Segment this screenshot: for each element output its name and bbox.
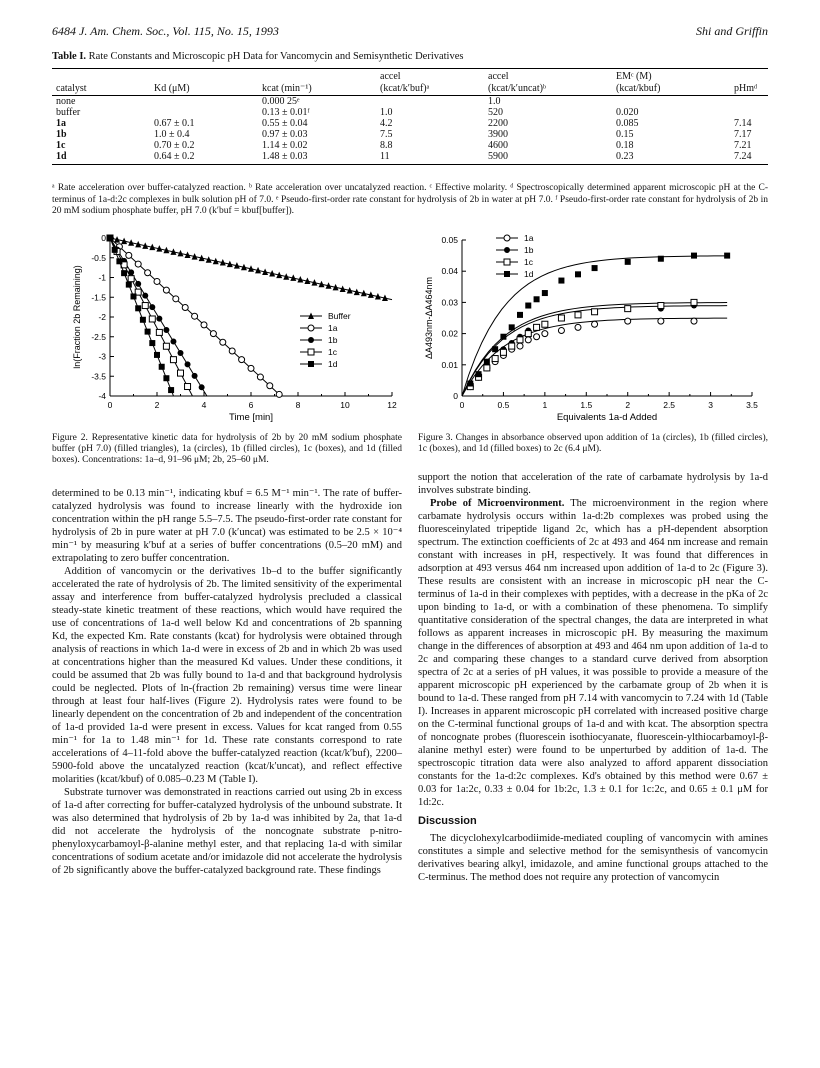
data-point	[201, 322, 207, 328]
data-point	[558, 278, 564, 284]
table-cell: 0.085	[616, 118, 639, 129]
legend-marker	[504, 271, 510, 277]
table-header-cell	[258, 69, 376, 84]
section-heading: Discussion	[418, 815, 477, 827]
data-point	[500, 334, 506, 340]
data-point	[658, 303, 664, 309]
data-point	[192, 373, 198, 379]
table-row	[52, 96, 768, 108]
data-point	[185, 384, 191, 390]
legend-marker	[308, 337, 314, 343]
table-cell: 5900	[484, 151, 612, 165]
data-point	[121, 270, 127, 276]
y-axis-label: ln(Fraction 2b Remaining)	[72, 265, 82, 369]
table-cell: 1b	[56, 129, 67, 140]
table-cell: 11	[376, 151, 484, 165]
table-row	[52, 129, 768, 140]
y-tick-label: -4	[98, 391, 106, 401]
table-cell	[730, 107, 768, 118]
table-header-cell: Kd (μM)	[150, 83, 258, 96]
table-cell: 7.17	[734, 129, 752, 140]
table-header-cell: (kcat/kbuf)	[612, 83, 730, 96]
legend-label: 1d	[328, 359, 338, 369]
table-cell: 8.8	[380, 140, 393, 151]
y-tick-label: 0.04	[441, 266, 458, 277]
x-tick-label: 0.5	[497, 400, 510, 410]
left-column	[52, 487, 402, 877]
data-point	[558, 315, 564, 321]
table-cell: 7.21	[734, 140, 752, 151]
y-axis-label: ΔA493nm-ΔA464nm	[424, 276, 434, 360]
data-point	[542, 331, 548, 337]
header-citation: 6484 J. Am. Chem. Soc., Vol. 115, No. 15, 1993	[52, 24, 279, 38]
data-point	[168, 387, 174, 393]
table-header-cell: (kcat/k′uncat)ᵇ	[484, 83, 612, 96]
table-cell: 1.0	[380, 107, 393, 118]
table-cell: 0.97 ± 0.03	[262, 129, 308, 140]
data-point	[107, 235, 113, 241]
table-label: Table I.	[52, 51, 87, 62]
table-cell: 0.64 ± 0.2	[150, 151, 258, 165]
x-tick-label: 2	[625, 400, 631, 410]
x-tick-label: 0	[459, 400, 465, 410]
data-point	[724, 253, 730, 259]
data-point	[517, 343, 523, 349]
table-cell: 0.67 ± 0.1	[154, 118, 195, 129]
data-point	[476, 371, 482, 377]
data-point	[154, 352, 160, 358]
table-header-cell: accel	[484, 69, 612, 84]
data-point	[625, 259, 631, 265]
paragraph: The dicyclohexylcarbodiimide-mediated coupling of vancomycin with amines constitutes a simple and selective method for the semisynthesis of vancomycin derivatives bearing alkyl, imidazole, and amine functional groups attached to the C-terminus. The method does not require any protection of vancomycin	[418, 833, 768, 883]
data-point	[525, 331, 531, 337]
x-tick-label: 8	[295, 400, 301, 410]
y-tick-label: 0	[101, 233, 106, 243]
data-point	[128, 276, 134, 282]
table-cell: 1c	[56, 140, 66, 151]
table-cell: 0.55 ± 0.04	[262, 118, 308, 129]
data-point	[135, 305, 141, 311]
table-cell	[150, 107, 258, 118]
data-point	[467, 381, 473, 387]
legend-marker	[308, 325, 314, 331]
table-cell	[150, 96, 258, 108]
data-point	[276, 391, 282, 397]
x-tick-label: 1.5	[580, 400, 593, 410]
paragraph: Substrate turnover was demonstrated in reactions carried out using 2b in excess of 1a-d after correcting for buffer-catalyzed hydrolysis of the unbound substrate. It was also determined that hydrolysis of 2b by 1a-d was inhibited by 2a, that 1a-d did not accelerate the hydrolysis of the noncognate substrate p-nitro-phenyloxycarbamoyl-β-alanine methyl ester, and that replacing 1a-d with similar concentrations of sodium acetate and/or imidazole did not accelerate the hydrolysis of 2b significantly above the buffer-catalyzed background rate. These findings	[52, 787, 402, 876]
data-point	[135, 281, 141, 287]
table-header-cell	[730, 69, 768, 84]
data-point	[140, 317, 146, 323]
data-point	[534, 334, 540, 340]
data-point	[658, 318, 664, 324]
right-column	[418, 471, 768, 884]
data-point	[658, 256, 664, 262]
x-tick-label: 3.5	[746, 400, 758, 410]
table-cell: 1a	[56, 118, 66, 129]
legend-marker	[504, 259, 510, 265]
legend	[496, 233, 534, 279]
table-cell: 1d	[52, 151, 150, 165]
data-point	[492, 356, 498, 362]
table-header-cell	[150, 69, 258, 84]
data-point	[542, 321, 548, 327]
data-point	[534, 324, 540, 330]
y-tick-label: -2.5	[91, 331, 106, 342]
table-caption	[52, 51, 463, 62]
table-cell: 0.18	[616, 140, 634, 151]
data-point	[199, 384, 205, 390]
legend-label: 1b	[524, 245, 534, 255]
data-point	[142, 293, 148, 299]
data-point	[182, 305, 188, 311]
table-header-cell: (kcat/k′buf)ᵃ	[376, 83, 484, 96]
x-tick-label: 0	[107, 400, 113, 410]
table-cell: 0.020	[616, 107, 639, 118]
data-point	[185, 361, 191, 367]
table-cell	[376, 96, 484, 108]
data-point	[625, 318, 631, 324]
legend-label: Buffer	[328, 311, 351, 321]
data-point	[534, 296, 540, 302]
data-point	[145, 270, 151, 276]
x-axis-label: Time [min]	[229, 412, 273, 423]
y-tick-label: 0	[453, 391, 458, 401]
data-point	[257, 374, 263, 380]
figure-2-caption: Figure 2. Representative kinetic data for hydrolysis of 2b by 20 mM sodium phosphate buffer (pH 7.0) (filled triangles), 1a (circles), 1b (filled circles), 1c (boxes), and 1d (filled boxes). Concentrations: 1a–d, 91–96 μM; 2b, 25–60 μM.	[52, 433, 402, 465]
data-point	[178, 350, 184, 356]
x-tick-label: 2	[154, 400, 160, 410]
table-title: Rate Constants and Microscopic pH Data for Vancomycin and Semisynthetic Derivatives	[86, 51, 464, 62]
y-tick-label: -3	[98, 351, 106, 362]
table-cell: 1.48 ± 0.03	[258, 151, 376, 165]
data-point	[126, 252, 132, 258]
paragraph-text: The microenvironment in the region where carbamate hydrolysis occurs within 1a-d:2b complexes was probed using the fluoresceinylated tripeptide ligand 2c, which has a pH-dependent absorption spectrum. The extinction coefficients of 2c at 493 and 464 nm increase and remain constant with increases in pH, respectively. It was found that differences in adsorption at 493 versus 464 nm increased upon addition of 1a-d to 2c (Figure 3). These results are consistent with an increase in microscopic pH near the C-terminus of 1a-d in their complexes with peptides, with a decrease in the pKa of 2c upon binding to 1a-d, or with a combination of these phenomena. To simplify quantitative consideration of the spectral changes, the data are interpreted in what follows as apparent increases in microscopic pH. By measuring the maximum change in the differences of absorption at 493 and 464 nm upon addition of 1a-d to 2c and comparing these changes to a standard curve derived from absorption spectra of 2c at a series of pH values, it was possible to provide a measure of the apparent microscopic pH experienced by the carbamate group of 2b when it is bound to 1a-d. These ranged from pH 7.14 with vancomycin to 7.24 with 1d (Table I). Increases in apparent microscopic pH correlated with increased positive charge on the C-terminal functional groups of 1a-d and with kcat. The absorption spectra of noncognate probes (fluorescein isothiocyanate, fluorescein-ylthiocarbamoyl-β-alanine methyl ester) were found to be unperturbed by addition of 1a-d. The spectroscopic titration data were also analyzed to afford apparent dissociation constants for the 1a-d:2c complexes. Kd's obtained by this method were 0.67 ± 0.03 for 1a:2c, 0.33 ± 0.04 for 1b:2c, 1.3 ± 0.1 for 1c:2c, and 0.65 ± 0.1 μM for 1d:2c.	[418, 498, 769, 808]
data-point	[592, 321, 598, 327]
data-point	[112, 247, 118, 253]
data-point	[575, 312, 581, 318]
x-tick-label: 3	[708, 400, 713, 410]
paragraph: Addition of vancomycin or the derivatives 1b–d to the buffer significantly accelerated the rate of hydrolysis of 2b. The limited sensitivity of the experimental assay and interference from buffer-catalyzed hydrolysis precluded a classical steady-state kinetic treatment of these reactions, which would have required the use of concentrations of 1a-d well below Kd and concentrations of 2b spanning Kd, the expected Km. Rate constants (kcat) for hydrolysis were obtained through analysis of reactions in which 1a-d were in excess of 2b and in which 2b was used at concentrations higher than the measured Kd values. Under these conditions, it could be assumed that 2b was fully bound to 1a-d and that background hydrolysis could be neglected. Plots of ln-(fraction 2b remaining) versus time were linear through at least four half-lives (Figure 2). Hydrolysis rates were found to be linearly dependent on the concentration of 2b and independent of the concentration of 1a-d provided 1a-d were present in excess. Values for kcat ranged from 0.55 min⁻¹ for 1a to 1.48 min⁻¹ for 1d. These rate constants correspond to rate accelerations of 4–11-fold above the buffer-catalyzed reaction (kcat/k′buf), 2200–5900-fold above the uncatalyzed reaction (kcat/k′uncat), and reflect effective molarities (kcat/kbuf) of 0.085–0.23 M (Table I).	[52, 566, 402, 785]
data-point	[142, 303, 148, 309]
legend-label: 1b	[328, 335, 338, 345]
table-cell: 3900	[488, 129, 508, 140]
table-cell: 1.0	[488, 96, 501, 107]
rate-constants-table	[52, 68, 768, 165]
legend-marker	[308, 349, 314, 355]
data-point	[575, 324, 581, 330]
y-tick-label: -1	[98, 272, 106, 283]
data-point	[525, 337, 531, 343]
table-cell: 0.13 ± 0.01ᶠ	[262, 107, 310, 118]
table-body	[52, 96, 768, 165]
paragraph: determined to be 0.13 min⁻¹, indicating kbuf = 6.5 M⁻¹ min⁻¹. The rate of buffer-catalyzed hydrolysis was found to increase linearly with the hydroxide ion concentration within the pH range 5.5–7.5. The pseudo-first-order rate constant for hydrolysis of 2b in pure water at pH 7.0 (k′uncat) was estimated to be 2.5 × 10⁻⁴ min⁻¹ by measuring k′buf at a series of buffer concentrations (0.5–20 mM) and extrapolating to zero buffer concentration.	[52, 488, 402, 564]
data-point	[625, 306, 631, 312]
y-tick-label: 0.01	[441, 359, 458, 370]
x-tick-label: 6	[248, 400, 254, 410]
data-point	[163, 343, 169, 349]
figure-3-chart	[418, 228, 770, 430]
table-cell: 0.23	[612, 151, 730, 165]
legend-marker	[504, 235, 510, 241]
data-point	[135, 261, 141, 267]
figure-2-chart	[52, 228, 404, 430]
data-point	[691, 318, 697, 324]
table-cell: 7.24	[730, 151, 768, 165]
table-cell: 4.2	[380, 118, 393, 129]
table-header-cell: kcat (min⁻¹)	[258, 83, 376, 96]
y-tick-label: -3.5	[91, 371, 106, 382]
data-point	[592, 309, 598, 315]
x-tick-label: 12	[387, 400, 397, 410]
data-point	[484, 365, 490, 371]
x-tick-label: 2.5	[663, 400, 676, 410]
data-point	[558, 327, 564, 333]
data-point	[116, 258, 122, 264]
data-point	[509, 343, 515, 349]
y-tick-label: -0.5	[91, 252, 106, 263]
table-cell	[730, 96, 768, 108]
data-point	[239, 357, 245, 363]
data-point	[192, 313, 198, 319]
data-point	[525, 303, 531, 309]
table-row	[52, 107, 768, 118]
table-row	[52, 151, 768, 165]
x-tick-label: 4	[201, 400, 207, 410]
data-point	[131, 293, 137, 299]
legend-label: 1c	[328, 347, 337, 357]
data-point	[248, 365, 254, 371]
data-point	[542, 290, 548, 296]
table-cell: none	[56, 96, 76, 107]
data-point	[517, 337, 523, 343]
legend-label: 1d	[524, 269, 534, 279]
data-point	[210, 331, 216, 337]
data-point	[170, 357, 176, 363]
data-point	[229, 348, 235, 354]
x-axis-label: Equivalents 1a-d Added	[556, 412, 658, 423]
data-point	[691, 299, 697, 305]
table-cell: 0.000 25ᵉ	[262, 96, 300, 107]
table-header-cell: accel	[376, 69, 484, 84]
figure-3-caption: Figure 3. Changes in absorbance observed upon addition of 1a (circles), 1b (filled circles), 1c (boxes), and 1d (filled boxes) to 2c (6.4 μM).	[418, 433, 768, 454]
data-point	[500, 349, 506, 355]
table-cell: 7.5	[380, 129, 393, 140]
data-point	[170, 338, 176, 344]
data-point	[691, 253, 697, 259]
header-authors: Shi and Griffin	[695, 24, 768, 38]
data-point	[156, 329, 162, 335]
y-tick-label: 0.05	[441, 235, 458, 245]
table-cell: 4600	[488, 140, 508, 151]
series-1d	[107, 235, 174, 396]
table-cell: 2200	[488, 118, 508, 129]
legend-marker	[504, 247, 510, 253]
table-header-row-1	[52, 69, 768, 84]
data-point	[575, 271, 581, 277]
legend	[300, 311, 351, 369]
series-1a	[462, 318, 727, 396]
series-Buffer	[107, 235, 392, 302]
data-point	[492, 346, 498, 352]
table-header-cell: pHmᵈ	[730, 83, 768, 96]
table-header-cell: EMᶜ (M)	[612, 69, 730, 84]
legend-marker	[308, 361, 314, 367]
data-point	[484, 359, 490, 365]
data-point	[145, 329, 151, 335]
data-point	[173, 296, 179, 302]
data-point	[163, 375, 169, 381]
data-point	[163, 287, 169, 293]
data-point	[156, 316, 162, 322]
data-point	[163, 327, 169, 333]
table-cell: buffer	[56, 107, 81, 118]
data-point	[509, 324, 515, 330]
x-tick-label: 10	[340, 400, 350, 410]
table-header-cell	[52, 69, 150, 84]
data-point	[159, 364, 165, 370]
data-point	[126, 282, 132, 288]
table-cell: 0.15	[616, 129, 634, 140]
legend-label: 1c	[524, 257, 533, 267]
y-tick-label: 0.02	[441, 328, 458, 339]
data-point	[592, 265, 598, 271]
table-header-row-2	[52, 83, 768, 96]
table-cell: 1.0 ± 0.4	[154, 129, 190, 140]
table-header-cell: catalyst	[52, 83, 150, 96]
y-tick-label: 0.03	[441, 297, 458, 308]
table-cell: 0.70 ± 0.2	[154, 140, 195, 151]
data-point	[517, 312, 523, 318]
data-point	[149, 340, 155, 346]
x-tick-label: 1	[542, 400, 548, 410]
table-cell: 520	[488, 107, 503, 118]
legend-label: 1a	[328, 323, 338, 333]
legend-label: 1a	[524, 233, 534, 243]
table-row	[52, 140, 768, 151]
y-tick-label: -2	[98, 312, 106, 322]
data-point	[220, 339, 226, 345]
paragraph: support the notion that acceleration of the rate of carbamate hydrolysis by 1a-d involves substrate binding.	[418, 472, 768, 496]
section-heading-inline: Probe of Microenvironment.	[430, 498, 565, 509]
table-cell	[612, 96, 730, 108]
table-row	[52, 118, 768, 129]
data-point	[267, 383, 273, 389]
paragraph	[418, 497, 768, 809]
y-tick-label: -1.5	[91, 292, 106, 303]
data-point	[178, 370, 184, 376]
data-point	[149, 304, 155, 310]
running-header	[52, 24, 768, 42]
table-cell: 7.14	[734, 118, 752, 129]
data-point	[149, 316, 155, 322]
data-point	[154, 278, 160, 284]
table-cell: 1.14 ± 0.02	[262, 140, 308, 151]
table-footnotes: ᵃ Rate acceleration over buffer-catalyzed reaction. ᵇ Rate acceleration over uncatalyzed reaction. ᶜ Effective molarity. ᵈ Spectroscopically determined apparent microscopic pH at the C-terminus of 1a-d:2c complexes in bulk solution pH of 7.0. ᵉ Pseudo-first-order rate constant for hydrolysis of 2b in water at pH 7.0. ᶠ Pseudo-first-order rate constant for hydrolysis of 2b in 20 mM sodium phosphate buffer, pH 7.0 (k′buf = kbuf[buffer]).	[52, 183, 768, 216]
